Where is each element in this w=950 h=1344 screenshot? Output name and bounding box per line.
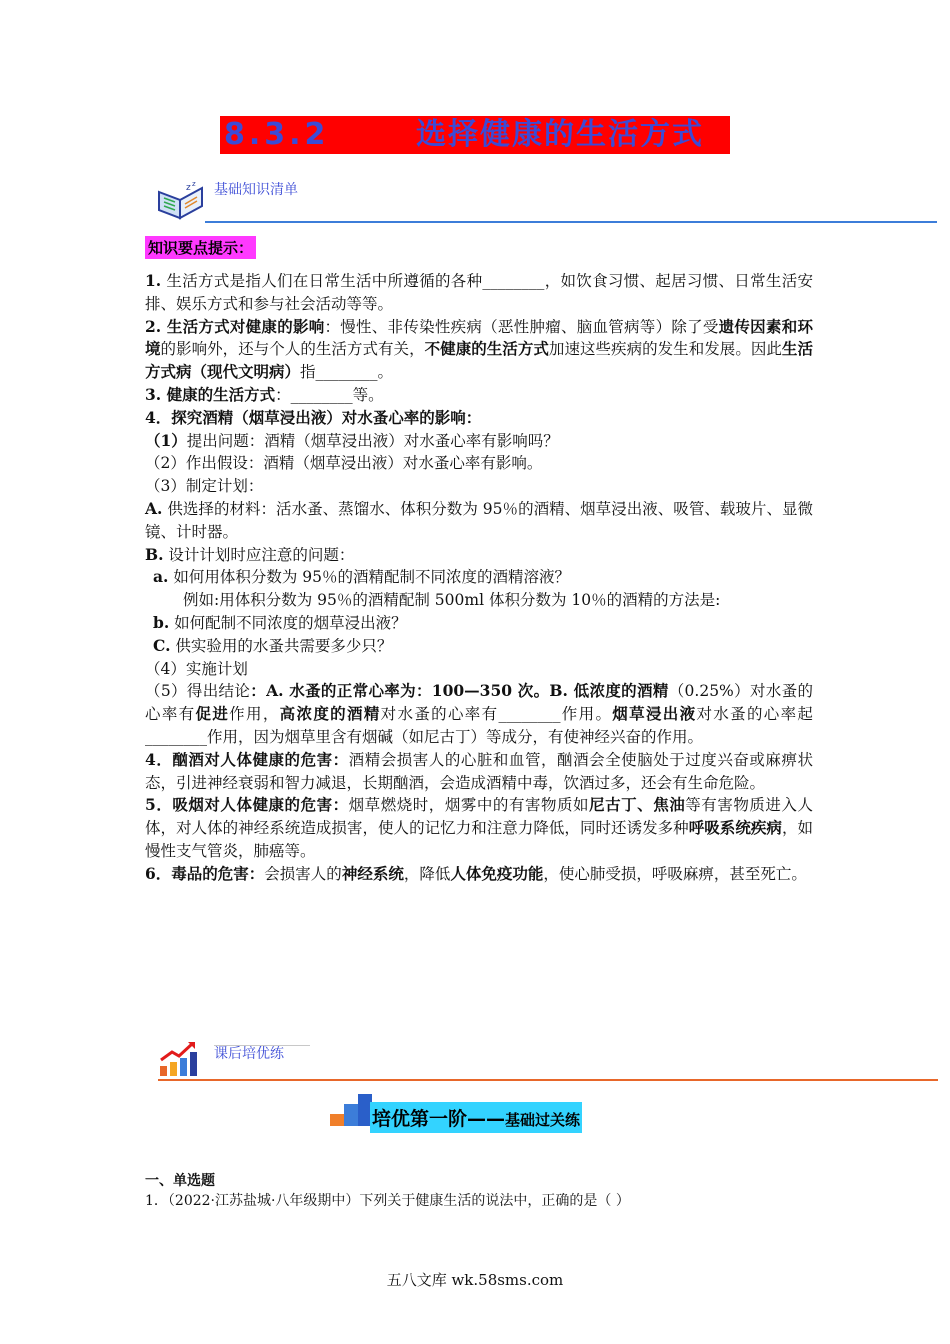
question-c-text: 供实验用的水蚤共需要多少只？: [170, 636, 393, 655]
page-title: [220, 116, 730, 154]
section-basic-label: 基础知识清单: [214, 182, 298, 198]
question-a: [145, 566, 813, 589]
practice-banner: [370, 1102, 582, 1133]
p1-number: 1.: [145, 271, 162, 290]
drugs-text-e: ，使心肺受损，呼吸麻痹，甚至死亡。: [543, 864, 807, 883]
alcohol-heading: 4．酗酒对人体健康的危害：: [145, 749, 349, 769]
step-1-number: （1）: [145, 430, 187, 450]
step-1: [145, 430, 813, 453]
smoking-text-a: 烟草燃烧时，烟雾中的有害物质如: [348, 796, 590, 815]
paragraph-alcohol: [145, 749, 813, 795]
p2-bold-f: 生活方式病（现代文明病）: [145, 339, 813, 382]
p2-text-g: 指________。: [300, 363, 394, 382]
smoking-heading: 5．吸烟对人体健康的危害：: [145, 795, 349, 815]
drugs-bold-b: 神经系统: [341, 863, 404, 883]
paragraph-smoking: [145, 794, 813, 862]
paragraph-2: [145, 316, 813, 384]
paragraph-drugs: [145, 863, 813, 886]
design-letter: B.: [145, 544, 164, 564]
step-5-label: （5）得出结论: [145, 682, 251, 701]
drugs-bold-d: 人体免疫功能: [450, 863, 544, 883]
paragraph-4-heading: 4．探究酒精（烟草浸出液）对水蚤心率的影响：: [145, 407, 482, 427]
materials-letter: A.: [145, 498, 163, 518]
paragraph-3: [145, 384, 813, 407]
question-c: [145, 635, 813, 658]
smoking-text-c: 等有害物质进入人体，对人体的神经系统造成损害，使人的记忆力和注意力降低，同时还诱发多种: [145, 796, 813, 838]
step-5: [145, 680, 813, 748]
smoking-text-e: ，如慢性支气管炎，肺癌等。: [145, 819, 813, 860]
p2-text-c: 的影响外，还与个人的生活方式有关，: [160, 340, 425, 359]
p2-heading: 2. 生活方式对健康的影响: [145, 316, 325, 336]
question-b-letter: b.: [153, 612, 170, 632]
step-5-bold: ：A. 水蚤的正常心率为：100—350 次。B. 低浓度的酒精: [250, 681, 669, 701]
smoking-bold-b: 尼古丁、焦油: [589, 795, 686, 815]
step-5-bold-d: 促进: [195, 704, 230, 724]
banner-sub: 基础过关练: [505, 1111, 581, 1129]
knowledge-content: [145, 270, 813, 886]
smoking-bold-d: 呼吸系统疾病: [688, 818, 782, 838]
question-c-letter: C.: [153, 635, 171, 655]
stairs-icon: [330, 1092, 374, 1128]
banner-main: 培优第一阶——: [372, 1108, 506, 1130]
step-5-text-g: 对水蚤的心率有________作用。: [380, 705, 613, 724]
step-5-bold-h: 烟草浸出液: [612, 704, 697, 724]
section-practice-label: 课后培优练: [214, 1046, 284, 1062]
svg-text:z: z: [186, 183, 191, 193]
p2-text-e: 加速这些疾病的发生和发展。因此: [548, 340, 782, 359]
example: 例如:用体积分数为 95％的酒精配制 500ml 体积分数为 10％的酒精的方法是:: [183, 591, 721, 610]
step-5-text-c: （0.25%）对水蚤的心率有: [145, 682, 813, 724]
step-3: （3）制定计划：: [145, 477, 264, 496]
p3-heading: 3. 健康的生活方式: [145, 384, 276, 404]
question-section-heading: 一、单选题: [145, 1173, 215, 1189]
question-a-letter: a.: [153, 567, 169, 587]
step-5-bold-f: 高浓度的酒精: [279, 704, 381, 724]
svg-text:z: z: [192, 180, 196, 188]
section-divider: [205, 221, 937, 223]
drugs-text-a: 会损害人的: [264, 864, 342, 883]
growth-chart-icon: [158, 1038, 200, 1078]
question-1: 1．（2022·江苏盐城·八年级期中）下列关于健康生活的说法中，正确的是（ ）: [145, 1193, 630, 1209]
step-1-text: 提出问题：酒精（烟草浸出液）对水蚤心率有影响吗？: [186, 431, 559, 450]
paragraph-1: [145, 270, 813, 316]
design-text: 设计计划时应注意的问题：: [163, 545, 355, 564]
step-4: （4）实施计划: [145, 659, 248, 678]
footer-watermark: 五八文库 wk.58sms.com: [386, 1271, 564, 1289]
step-2: （2）作出假设：酒精（烟草浸出液）对水蚤心率有影响。: [145, 454, 543, 473]
practice-label-underline: [214, 1045, 310, 1046]
drugs-text-c: ，降低: [403, 864, 451, 883]
p3-text: ：________等。: [275, 385, 384, 404]
question-b-text: 如何配制不同浓度的烟草浸出液？: [169, 613, 407, 632]
materials-text: 供选择的材料：活水蚤、蒸馏水、体积分数为 95％的酒精、烟草浸出液、吸管、载玻片、显微镜、计时器。: [145, 499, 813, 541]
question-a-text: 如何用体积分数为 95％的酒精配制不同浓度的酒精溶液？: [168, 568, 571, 587]
book-icon: [156, 178, 208, 220]
p2-bold-d: 不健康的生活方式: [424, 339, 549, 359]
materials: [145, 498, 813, 544]
p2-text-a: ：慢性、非传染性疾病（恶性肿瘤、脑血管病等）除了受: [324, 317, 719, 336]
p2-bold-b: 遗传因素和环境: [145, 316, 813, 359]
step-5-text-e: 作用，: [229, 705, 280, 724]
alcohol-text: 酒精会损害人的心脏和血管，酗酒会全使脑处于过度兴奋或麻痹状态，引进神经衰弱和智力减退，长期酗酒，会造成酒精中毒，饮酒过多，还会有生命危险。: [145, 750, 813, 792]
practice-divider: [158, 1079, 938, 1081]
step-5-text-i: 对水蚤的心率起________作用，因为烟草里含有烟碱（如尼古丁）等成分，有使神经兴奋的作用。: [145, 705, 813, 746]
question-b: [145, 612, 813, 635]
key-points-label: 知识要点提示：: [145, 236, 256, 259]
p1-text: 生活方式是指人们在日常生活中所遵循的各种________，如饮食习惯、起居习惯、日常生活安排、娱乐方式和参与社会活动等等。: [145, 272, 813, 313]
title-text: 选择健康的生活方式: [416, 117, 704, 152]
design-notes: [145, 544, 813, 567]
drugs-heading: 6．毒品的危害：: [145, 863, 265, 883]
title-number: 8.3.2: [224, 117, 330, 152]
